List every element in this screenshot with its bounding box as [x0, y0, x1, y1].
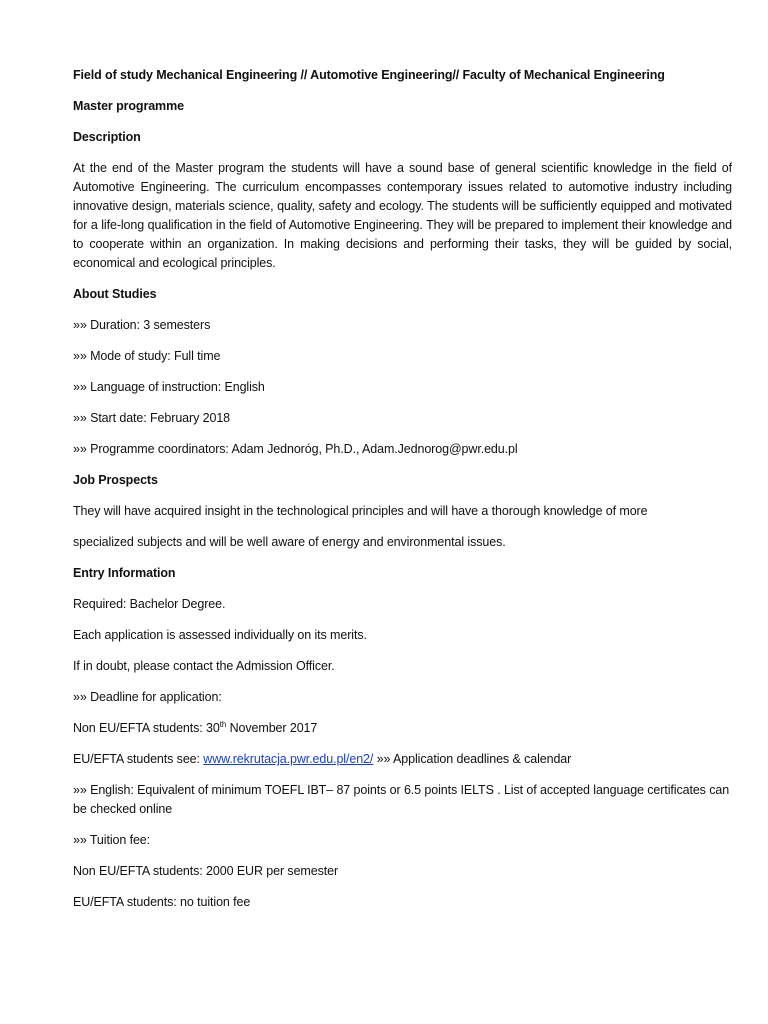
about-item-coordinators: »» Programme coordinators: Adam Jednoróg, Ph.D., Adam.Jednorog@pwr.edu.pl	[73, 442, 518, 456]
spacer	[73, 821, 732, 831]
job-prospects-line-1: They will have acquired insight in the technological principles and will have a thorough knowledge of more	[73, 504, 648, 518]
deadline-non-eu	[73, 719, 732, 738]
tuition-non-eu: Non EU/EFTA students: 2000 EUR per semester	[73, 864, 339, 878]
job-prospects-heading: Job Prospects	[73, 473, 158, 487]
entry-information-heading: Entry Information	[73, 566, 176, 580]
entry-required: Required: Bachelor Degree.	[73, 597, 226, 611]
about-item-duration: »» Duration: 3 semesters	[73, 318, 211, 332]
deadline-eu	[73, 750, 732, 769]
about-item-mode: »» Mode of study: Full time	[73, 349, 221, 363]
rekrutacja-link[interactable]: www.rekrutacja.pwr.edu.pl/en2/	[203, 752, 374, 766]
entry-doubt: If in doubt, please contact the Admission Officer.	[73, 659, 335, 673]
description-text: At the end of the Master program the students will have a sound base of general scientific knowledge in the field of Automotive Engineering. The curriculum encompasses contemporary issues related to automotive industry including innovative design, materials science, quality, safety and ecology. The students will be sufficiently equipped and motivated for a life-long qualification in the field of Automotive Engineering. They will be prepared to implement their knowledge and to cooperate within an organization. In making decisions and performing their tasks, they will be guided by social, economical and ecological principles.	[73, 161, 732, 270]
tuition-heading: »» Tuition fee:	[73, 833, 151, 847]
deadline-non-eu-sup: th	[219, 719, 227, 729]
deadline-eu-prefix: EU/EFTA students see:	[73, 752, 204, 766]
job-prospects-line-2: specialized subjects and will be well aware of energy and environmental issues.	[73, 535, 506, 549]
about-item-language: »» Language of instruction: English	[73, 380, 265, 394]
tuition-eu: EU/EFTA students: no tuition fee	[73, 895, 251, 909]
programme-title: Master programme	[73, 99, 184, 113]
about-item-start-date: »» Start date: February 2018	[73, 411, 231, 425]
english-requirement: »» English: Equivalent of minimum TOEFL IBT– 87 points or 6.5 points IELTS . List of accepted language certificates can be checked online	[73, 783, 730, 816]
document-page	[73, 66, 732, 924]
description-heading: Description	[73, 130, 141, 144]
about-studies-heading: About Studies	[73, 287, 157, 301]
entry-assessed: Each application is assessed individually on its merits.	[73, 628, 367, 642]
deadline-non-eu-suffix: November 2017	[226, 721, 318, 735]
deadline-non-eu-prefix: Non EU/EFTA students: 30	[73, 721, 220, 735]
field-of-study-title: Field of study Mechanical Engineering // Automotive Engineering// Faculty of Mechanical Engineering	[73, 68, 665, 82]
deadline-eu-suffix: »» Application deadlines & calendar	[373, 752, 572, 766]
deadline-heading: »» Deadline for application:	[73, 690, 222, 704]
